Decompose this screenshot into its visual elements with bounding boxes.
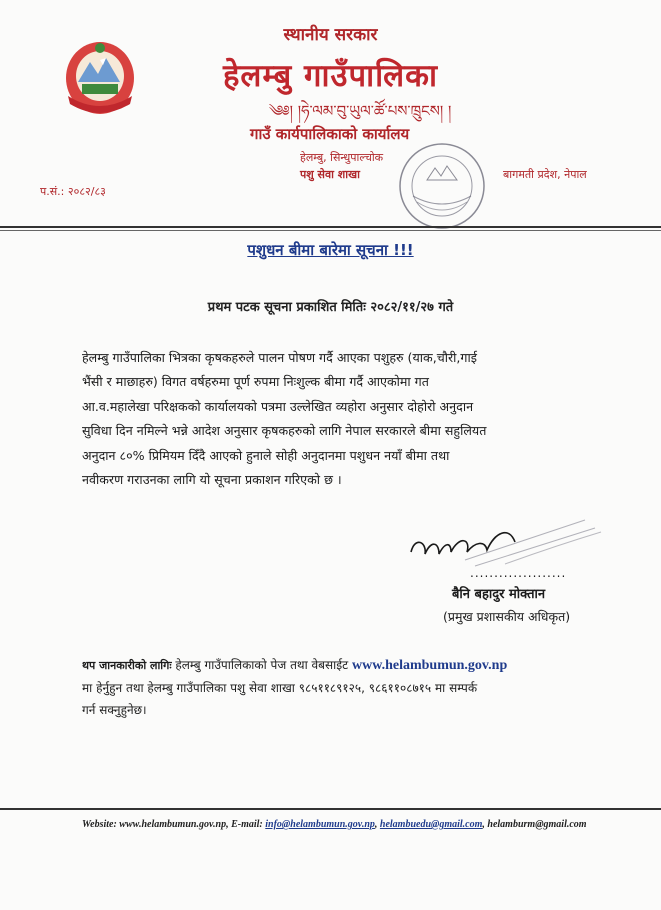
website-link[interactable]: www.helambumun.gov.np <box>352 658 508 673</box>
header-province: बागमती प्रदेश, नेपाल <box>503 168 587 181</box>
more-info-contact: मा हेर्नुहुन तथा हेलम्बु गाउँपालिका पशु सेवा शाखा ९८५११८९१२५, ९८६११०८७१५ मा सम्पर्क <box>82 681 478 695</box>
handwritten-signature-icon <box>405 512 605 572</box>
notice-line: सुविधा दिन नमिल्ने भन्ने आदेश अनुसार कृषकहरुको लागि नेपाल सरकारले बीमा सहुलियत <box>82 423 487 439</box>
signature-dots: .................... <box>470 566 567 580</box>
header-address: हेलम्बु, सिन्धुपाल्चोक <box>300 151 384 164</box>
footer-sep: , <box>374 819 380 830</box>
signatory-role: (प्रमुख प्रशासकीय अधिकृत) <box>443 609 571 624</box>
published-date: प्रथम पटक सूचना प्रकाशित मितिः २०८२/११/२७ गते <box>207 300 454 315</box>
more-info-section <box>82 654 642 721</box>
email-link-rm[interactable]: helamburm@gmail.com <box>487 819 587 830</box>
footer-sep: , <box>482 819 488 830</box>
header-divider <box>0 226 661 228</box>
notice-line: नवीकरण गराउनका लागि यो सूचना प्रकाशन गरिएको छ । <box>82 472 342 488</box>
email-link-edu[interactable]: helambuedu@gmail.com <box>379 819 483 830</box>
header-municipality-name: हेलम्बु गाउँपालिका <box>222 58 439 94</box>
footer-contact <box>82 819 587 830</box>
more-info-label: थप जानकारीको लागिः <box>82 659 172 672</box>
header-divider-thin <box>0 230 661 231</box>
header-office-name: गाउँ कार्यपालिकाको कार्यालय <box>250 125 410 143</box>
notice-line: आ.व.महालेखा परिक्षकको कार्यालयको पत्रमा उल्लेखित व्यहोरा अनुसार दोहोरो अनुदान <box>82 398 474 414</box>
more-info-text: हेलम्बु गाउँपालिकाको पेज तथा वेबसाईट <box>171 658 353 672</box>
email-link-info[interactable]: info@helambumun.gov.np <box>265 819 375 830</box>
header-section: पशु सेवा शाखा <box>300 168 360 181</box>
header-local-government: स्थानीय सरकार <box>283 25 378 45</box>
header-tibetan-line: ༄༅། །ཧེ་ལམ་བུ་ཡུལ་ཚོ་པས་ཁྲུངས། ། <box>268 102 452 120</box>
notice-line: भैंसी र माछाहरु) विगत वर्षहरुमा पूर्ण रुपमा निःशुल्क बीमा गर्दै आएकोमा गत <box>82 374 429 390</box>
notice-title: पशुधन बीमा बारेमा सूचना !!! <box>247 241 414 259</box>
more-info-closing: गर्न सक्नुहुनेछ। <box>82 703 147 717</box>
notice-body <box>82 346 638 492</box>
notice-line: अनुदान ८०% प्रिमियम दिँदै आएको हुनाले सोही अनुदानमा पशुधन नयाँ बीमा तथा <box>82 447 450 463</box>
footer-website: Website: www.helambumun.gov.np, E-mail: <box>82 819 266 830</box>
footer-divider <box>0 808 661 810</box>
office-stamp-icon <box>393 140 491 232</box>
notice-line: हेलम्बु गाउँपालिका भित्रका कृषकहरुले पालन पोषण गर्दै आएका पशुहरु (याक,चौरी,गाई <box>82 350 477 365</box>
signatory-name: बैनि बहादुर मोक्तान <box>452 587 546 602</box>
reference-number: प.सं.: २०८२/८३ <box>40 185 106 198</box>
